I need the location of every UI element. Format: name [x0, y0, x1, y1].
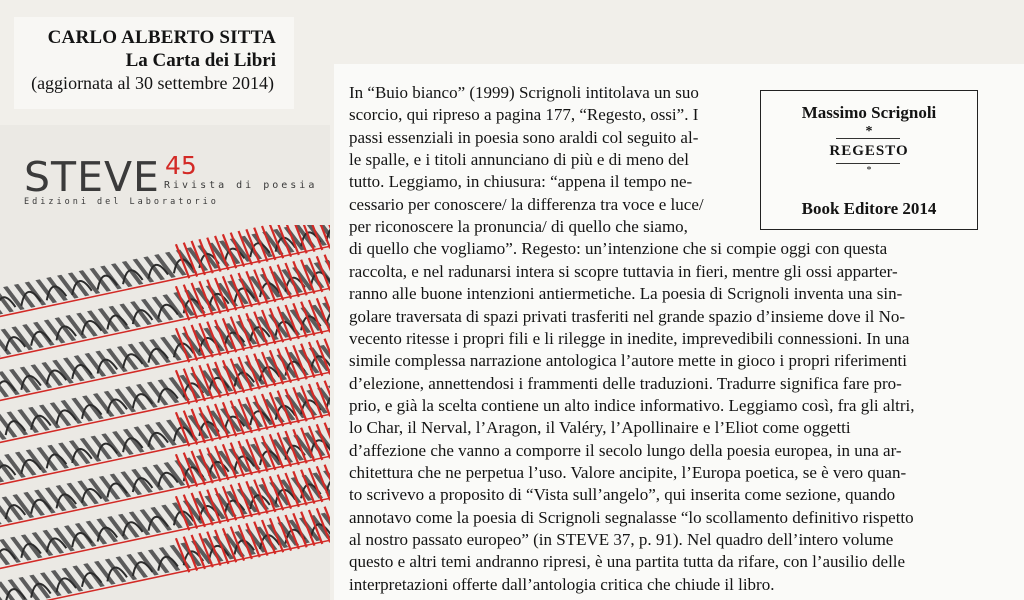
journal-issue: 45 [165, 151, 197, 180]
card-star-bottom: * [866, 165, 872, 176]
cover-illustration [0, 225, 330, 600]
review-line: vecento ritesse i propri fili e li rilegge in inedite, imprevedibili connessioni. In una [349, 328, 910, 348]
update-date: (aggiornata al 30 settembre 2014) [31, 73, 274, 93]
author-name: CARLO ALBERTO SITTA [47, 27, 276, 48]
review-line: passi essenziali in poesia sono araldi col seguito al- [349, 127, 699, 147]
review-line: d’elezione, annettendosi i frammenti delle traduzioni. Tradurre significa fare pro- [349, 373, 902, 393]
review-line: per riconoscere la pronuncia/ di quello che siamo, [349, 217, 688, 237]
review-line: interpretazioni offerte dall’antologia critica che chiude il libro. [349, 574, 775, 594]
review-line: golare traversata di spazi privati trasferiti nel grande spazio d’insieme dove il No- [349, 306, 906, 326]
book-title: REGESTO [829, 143, 909, 159]
review-line: In “Buio bianco” (1999) Scrignoli intitolava un suo [349, 83, 699, 102]
review-line: prio, e già la scelta contiene un alto indice informativo. Leggiamo così, fra gli altri, [349, 395, 915, 415]
journal-title: STEVE [24, 153, 160, 201]
review-line: to scrivevo a proposito di “Vista sull’angelo”, qui inserita come sezione, quando [349, 485, 896, 505]
book-publisher: Book Editore 2014 [801, 199, 937, 218]
book-author: Massimo Scrignoli [801, 103, 937, 122]
review-line: al nostro passato europeo” (in STEVE 37, p. 91). Nel quadro dell’intero volume [349, 530, 894, 549]
review-line: di quello che vogliamo”. Regesto: un’intenzione che si compie oggi con questa [349, 239, 888, 259]
column-title: La Carta dei Libri [125, 50, 276, 71]
author-header [14, 17, 294, 109]
review-line: simile complessa narrazione antologica l’autore mette in gioco i propri riferimenti [349, 351, 907, 371]
review-line: le spalle, e i titoli annunciano di più e di meno del [349, 150, 689, 170]
journal-publisher: Edizioni del Laboratorio [24, 197, 219, 207]
journal-subtitle: Rivista di poesia [164, 180, 318, 191]
review-line: annotavo come la poesia di Scrignoli segnalasse “lo scollamento definitivo rispetto [349, 507, 914, 527]
review-line: lo Char, il Nerval, l’Aragon, il Valéry, l’Apollinaire e l’Eliot come oggetti [349, 418, 851, 438]
journal-cover [0, 125, 330, 600]
review-line: chitettura che ne perpetua l’uso. Valore ancipite, l’Europa poetica, se è vero quan- [349, 462, 907, 482]
review-line: raccolta, e nel radunarsi intera si scopre tuttavia in fieri, mentre gli ossi apparter- [349, 261, 898, 281]
review-line: questo e altri temi andranno ripresi, è una partita tutta da rifare, con l’ausilio delle [349, 552, 906, 572]
review-line: d’affezione che vanno a comporre il secolo lungo della poesia europea, in una ar- [349, 440, 902, 460]
card-divider-bottom [836, 163, 900, 164]
review-line: cessario per conoscere/ la differenza tra voce e luce/ [349, 194, 704, 214]
card-divider-top [836, 138, 900, 139]
card-star-top: * [865, 124, 873, 139]
review-line: ranno alle buone intenzioni antiermetiche. La poesia di Scrignoli inventa una sin- [349, 284, 903, 304]
book-card [760, 90, 978, 230]
review-line: scorcio, qui ripreso a pagina 177, “Regesto, ossi”. I [349, 105, 699, 125]
review-line: tutto. Leggiamo, in chiusura: “appena il tempo ne- [349, 172, 693, 192]
